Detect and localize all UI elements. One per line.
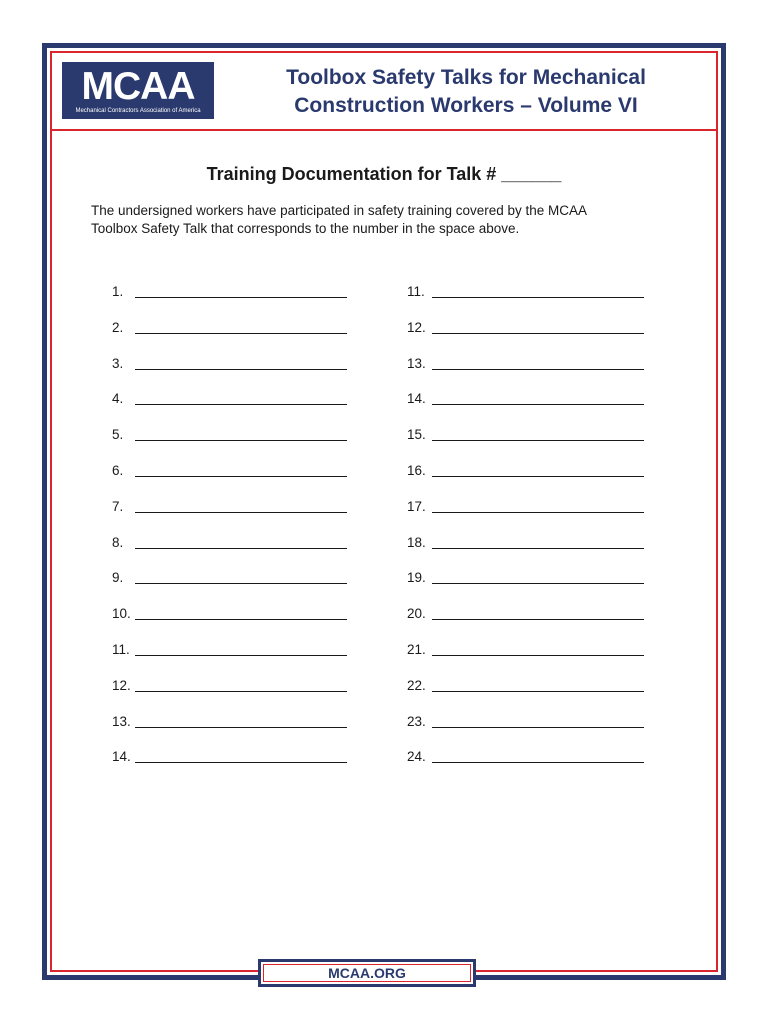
logo-tagline: Mechanical Contractors Association of America bbox=[75, 108, 201, 114]
mcaa-logo bbox=[62, 62, 214, 119]
signature-row bbox=[407, 748, 644, 784]
signature-row bbox=[112, 677, 347, 713]
document-title bbox=[232, 64, 700, 120]
signature-number: 11. bbox=[407, 284, 425, 299]
signature-row bbox=[112, 534, 347, 570]
signature-number: 16. bbox=[407, 462, 426, 478]
signature-number: 22. bbox=[407, 677, 426, 693]
title-line-2: Construction Workers – Volume VI bbox=[294, 94, 638, 117]
title-line-1: Toolbox Safety Talks for Mechanical bbox=[286, 66, 646, 89]
signature-number: 18. bbox=[407, 534, 426, 550]
signature-line[interactable] bbox=[432, 605, 644, 620]
intro-text bbox=[91, 202, 691, 238]
signature-number: 5. bbox=[112, 427, 124, 443]
signature-number: 17. bbox=[407, 498, 426, 514]
signature-row bbox=[407, 534, 644, 570]
signature-line[interactable] bbox=[432, 713, 644, 728]
signature-line[interactable] bbox=[135, 713, 347, 728]
intro-line-1: The undersigned workers have participated in safety training covered by the MCAA bbox=[91, 203, 588, 218]
signature-row bbox=[112, 605, 347, 641]
signature-line[interactable] bbox=[135, 641, 347, 656]
logo-wordmark: MCAA bbox=[81, 65, 195, 108]
signature-row bbox=[407, 462, 644, 498]
signature-number: 1. bbox=[112, 284, 124, 299]
signature-line[interactable] bbox=[432, 641, 644, 656]
signature-line[interactable] bbox=[432, 355, 644, 370]
signature-row bbox=[407, 605, 644, 641]
signature-number: 21. bbox=[407, 641, 426, 657]
signature-row bbox=[112, 355, 347, 391]
header-divider bbox=[52, 129, 716, 131]
signature-row bbox=[112, 569, 347, 605]
signature-line[interactable] bbox=[135, 390, 347, 405]
signature-number: 2. bbox=[112, 319, 124, 335]
signature-number: 23. bbox=[407, 713, 426, 729]
signature-row bbox=[112, 390, 347, 426]
signature-line[interactable] bbox=[432, 498, 644, 513]
signature-number: 13. bbox=[112, 713, 131, 729]
signature-row bbox=[407, 355, 644, 391]
signature-line[interactable] bbox=[135, 534, 347, 549]
signature-column-left bbox=[112, 283, 347, 784]
signature-row bbox=[112, 641, 347, 677]
signature-number: 20. bbox=[407, 606, 426, 622]
footer-website-badge bbox=[258, 959, 476, 987]
signature-row bbox=[407, 283, 644, 319]
intro-line-2: Toolbox Safety Talk that corresponds to the number in the space above. bbox=[91, 221, 520, 236]
signature-number: 12. bbox=[112, 677, 131, 693]
signature-row bbox=[112, 426, 347, 462]
signature-line[interactable] bbox=[135, 462, 347, 477]
signature-number: 7. bbox=[112, 498, 124, 514]
signature-number: 4. bbox=[112, 391, 124, 407]
signature-line[interactable] bbox=[135, 498, 347, 513]
signature-line[interactable] bbox=[432, 569, 644, 584]
signature-line[interactable] bbox=[135, 283, 347, 298]
signature-line[interactable] bbox=[135, 677, 347, 692]
signature-number: 6. bbox=[112, 462, 124, 478]
signature-row bbox=[407, 426, 644, 462]
signature-row bbox=[407, 677, 644, 713]
signature-number: 12. bbox=[407, 319, 426, 335]
signature-row bbox=[112, 283, 347, 319]
signature-row bbox=[112, 498, 347, 534]
signature-line[interactable] bbox=[432, 390, 644, 405]
footer-website: MCAA.ORG bbox=[328, 965, 406, 981]
signature-line[interactable] bbox=[135, 748, 347, 763]
signature-number: 8. bbox=[112, 534, 124, 550]
signature-number: 24. bbox=[407, 749, 426, 765]
signature-row bbox=[407, 390, 644, 426]
signature-line[interactable] bbox=[135, 355, 347, 370]
signature-number: 9. bbox=[112, 570, 124, 586]
signature-row bbox=[112, 319, 347, 355]
signature-line[interactable] bbox=[135, 426, 347, 441]
signature-row bbox=[407, 641, 644, 677]
signature-row bbox=[112, 713, 347, 749]
signature-line[interactable] bbox=[135, 605, 347, 620]
signature-row bbox=[407, 569, 644, 605]
signature-line[interactable] bbox=[432, 426, 644, 441]
signature-row bbox=[112, 462, 347, 498]
signature-line[interactable] bbox=[135, 319, 347, 334]
signature-row bbox=[407, 498, 644, 534]
signature-line[interactable] bbox=[135, 569, 347, 584]
signature-number: 15. bbox=[407, 427, 426, 443]
signature-number: 19. bbox=[407, 570, 426, 586]
signature-number: 11. bbox=[112, 641, 130, 657]
signature-number: 14. bbox=[112, 749, 131, 765]
signature-line[interactable] bbox=[432, 319, 644, 334]
signature-line[interactable] bbox=[432, 534, 644, 549]
signature-line[interactable] bbox=[432, 462, 644, 477]
signature-number: 14. bbox=[407, 391, 426, 407]
signature-line[interactable] bbox=[432, 677, 644, 692]
signature-row bbox=[407, 319, 644, 355]
signature-row bbox=[112, 748, 347, 784]
signature-row bbox=[407, 713, 644, 749]
signature-number: 10. bbox=[112, 606, 131, 622]
signature-number: 3. bbox=[112, 355, 124, 371]
signature-line[interactable] bbox=[432, 283, 644, 298]
training-heading: Training Documentation for Talk # ______ bbox=[206, 164, 562, 184]
signature-column-right bbox=[407, 283, 644, 784]
signature-line[interactable] bbox=[432, 748, 644, 763]
signature-number: 13. bbox=[407, 355, 426, 371]
